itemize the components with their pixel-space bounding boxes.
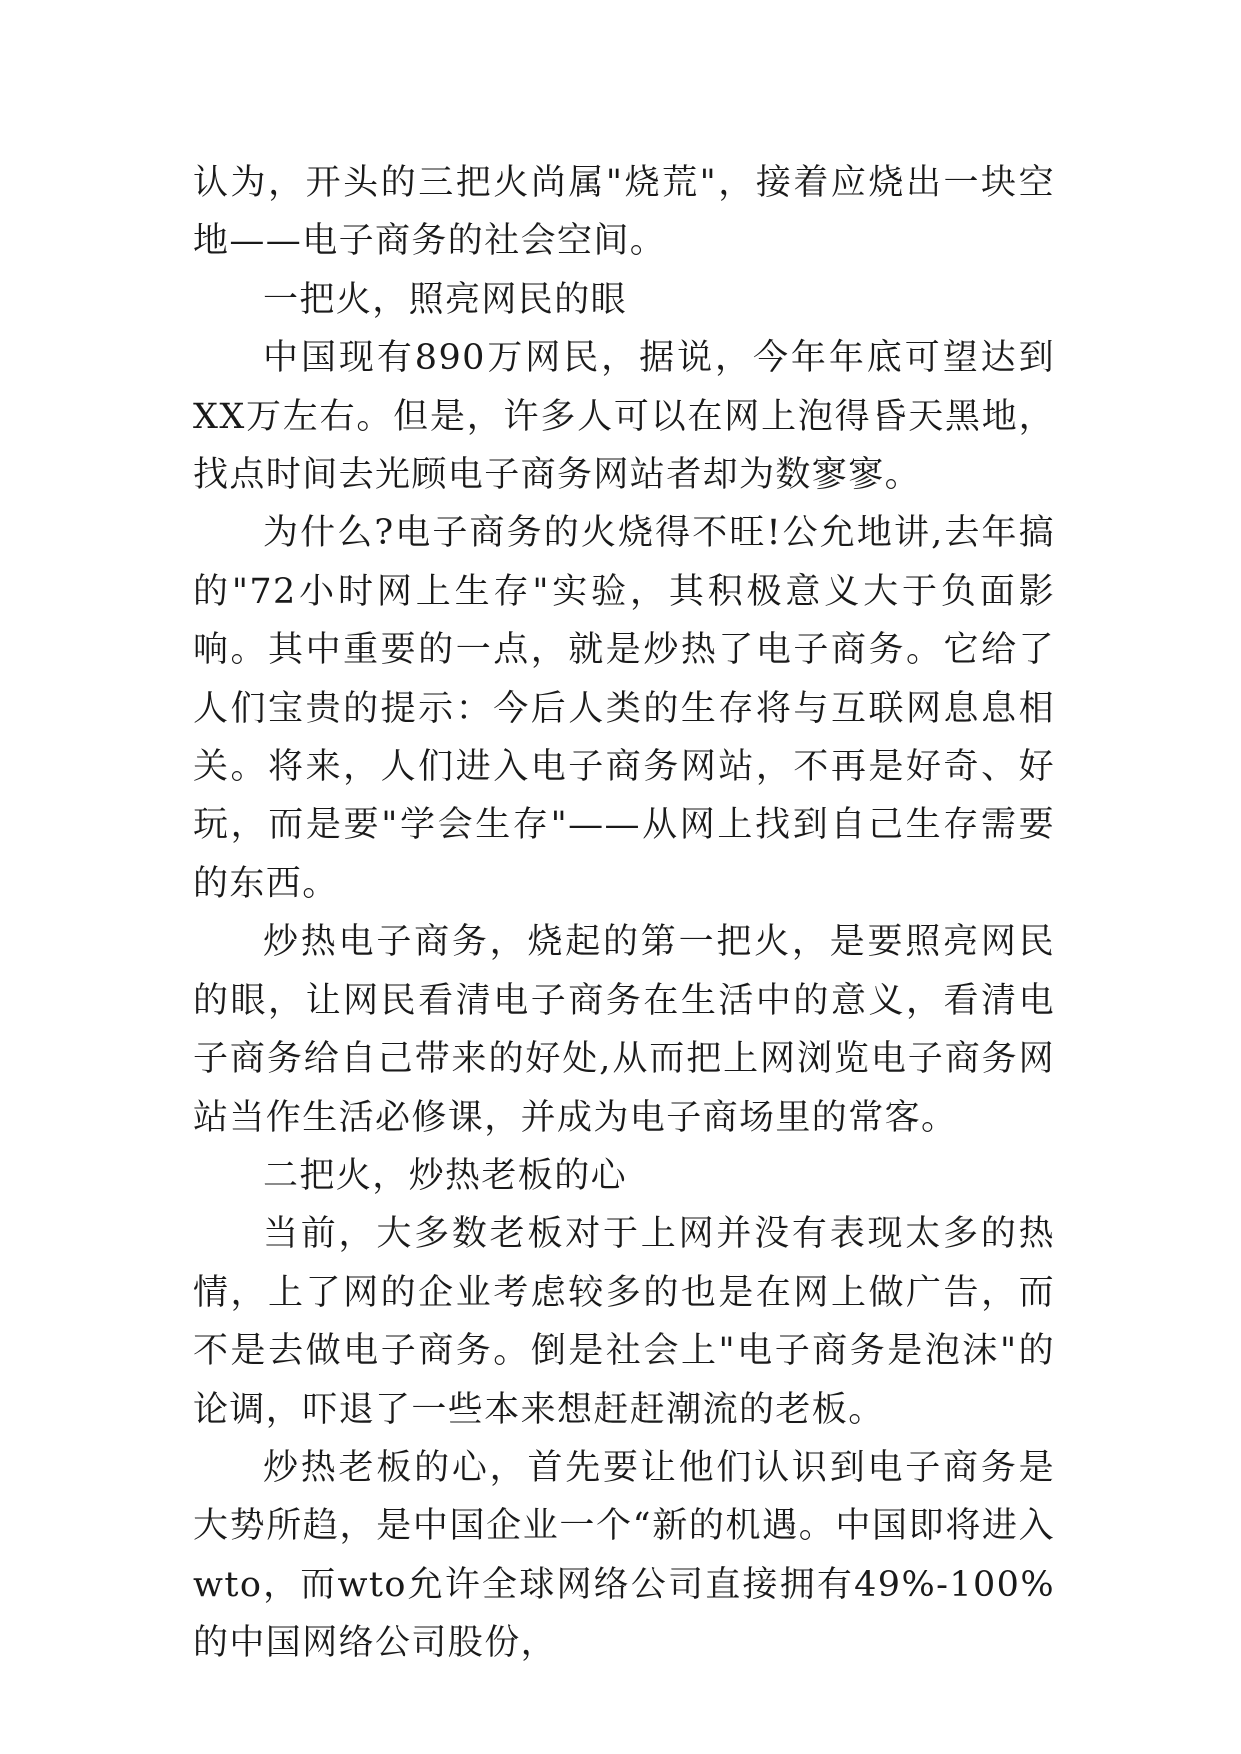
paragraph-continued: 认为，开头的三把火尚属"烧荒"，接着应烧出一块空地——电子商务的社会空间。 (193, 163, 1055, 262)
paragraph: 为什么?电子商务的火烧得不旺!公允地讲,去年搞的"72小时网上生存"实验，其积极意义大于负面影响。其中重要的一点，就是炒热了电子商务。它给了人们宝贵的提示：今后人类的生存将与互联网息息相关。将来，人们进入电子商务网站，不再是好奇、好玩，而是要"学会生存"——从网上找到自己生存需要的东西。 (193, 513, 1055, 904)
paragraph: 当前，大多数老板对于上网并没有表现太多的热情，上了网的企业考虑较多的也是在网上做广告，而不是去做电子商务。倒是社会上"电子商务是泡沫"的论调，吓退了一些本来想赶赶潮流的老板。 (193, 1214, 1055, 1430)
paragraph: 炒热老板的心，首先要让他们认识到电子商务是大势所趋，是中国企业一个“新的机遇。中国即将进入wto，而wto允许全球网络公司直接拥有49%-100%的中国网络公司股份， (193, 1447, 1055, 1664)
section-heading-second-fire: 二把火，炒热老板的心 (263, 1155, 628, 1196)
section-heading-first-fire: 一把火，照亮网民的眼 (263, 279, 628, 320)
document-body (193, 154, 1055, 1673)
paragraph: 炒热电子商务，烧起的第一把火，是要照亮网民的眼，让网民看清电子商务在生活中的意义，看清电子商务给自己带来的好处,从而把上网浏览电子商务网站当作生活必修课，并成为电子商场里的常客。 (193, 922, 1055, 1138)
paragraph: 中国现有890万网民，据说，今年年底可望达到XX万左右。但是，许多人可以在网上泡得昏天黑地，找点时间去光顾电子商务网站者却为数寥寥。 (193, 338, 1055, 496)
